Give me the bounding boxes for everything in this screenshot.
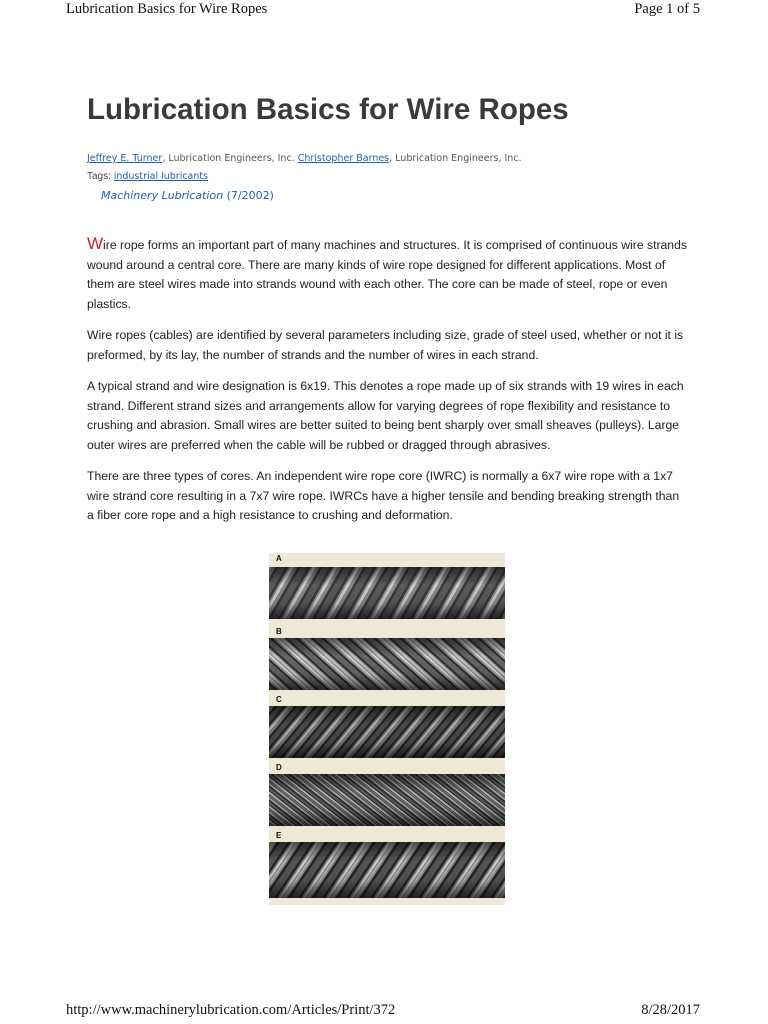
wire-rope-types-figure (269, 553, 505, 905)
wire-rope-a-image (269, 563, 505, 621)
source-line (101, 186, 687, 206)
article-meta (87, 150, 687, 186)
source-title: Machinery Lubrication (101, 189, 224, 202)
figure-label-a: A (276, 554, 282, 563)
byline (87, 150, 687, 168)
article-title: Lubrication Basics for Wire Ropes (87, 93, 569, 126)
article (87, 90, 687, 538)
print-footer (66, 998, 700, 1024)
wire-rope-d-image (269, 771, 505, 829)
print-header (66, 0, 700, 22)
source-date: (7/2002) (223, 189, 274, 202)
figure-label-e: E (276, 831, 282, 840)
tag-link[interactable]: industrial lubricants (113, 171, 209, 182)
paragraph: Wire rope forms an important part of many machines and structures. It is comprised of continuous wire strands wound around a central core. There are many kinds of wire rope designed for different applications. Most of them are steel wires made into strands wound with each other. The core can be made of steel, rope or even plastics. (87, 234, 687, 311)
paragraph: There are three types of cores. An independent wire rope core (IWRC) is normally a 6x7 wire rope with a 1x7 wire strand core resulting in a 7x7 wire rope. IWRCs have a higher tensile and bending breaking strength than a fiber core rope and a high resistance to crushing and deformation. (87, 469, 680, 522)
figure-label-d: D (276, 763, 282, 772)
page-number: Page 1 of 5 (634, 1, 700, 17)
article-body (87, 236, 687, 526)
wire-rope-c-image (269, 703, 505, 761)
paragraph: A typical strand and wire designation is 6x19. This denotes a rope made up of six strands with 19 wires in each strand. Different strand sizes and arrangements allow for varying degrees of rope flexibility and resistance to crushing and abrasion. Small wires are better suited to being bent sharply over small sheaves (pulleys). Large outer wires are preferred when the cable will be rubbed or dragged through abrasives. (87, 379, 684, 452)
paragraph: Wire ropes (cables) are identified by several parameters including size, grade of steel used, whether or not it is preformed, by its lay, the number of strands and the number of wires in each strand. (87, 328, 684, 362)
author-affiliation: , Lubrication Engineers, Inc. (162, 153, 298, 164)
wire-rope-e-image (269, 839, 505, 901)
figure-label-b: B (276, 627, 282, 636)
print-url: http://www.machinerylubrication.com/Articles/Print/372 (66, 1002, 396, 1018)
print-header-title: Lubrication Basics for Wire Ropes (66, 1, 268, 17)
print-date: 8/28/2017 (641, 1002, 700, 1018)
wire-rope-b-image (269, 635, 505, 693)
tags-label: Tags: (87, 171, 114, 182)
author-affiliation: , Lubrication Engineers, Inc. (389, 153, 522, 164)
author-link-turner[interactable]: Jeffrey E. Turner (87, 153, 163, 164)
drop-cap: W (87, 234, 104, 253)
tags-row (87, 168, 687, 186)
author-link-barnes[interactable]: Christopher Barnes (297, 153, 390, 164)
figure-label-c: C (276, 695, 282, 704)
